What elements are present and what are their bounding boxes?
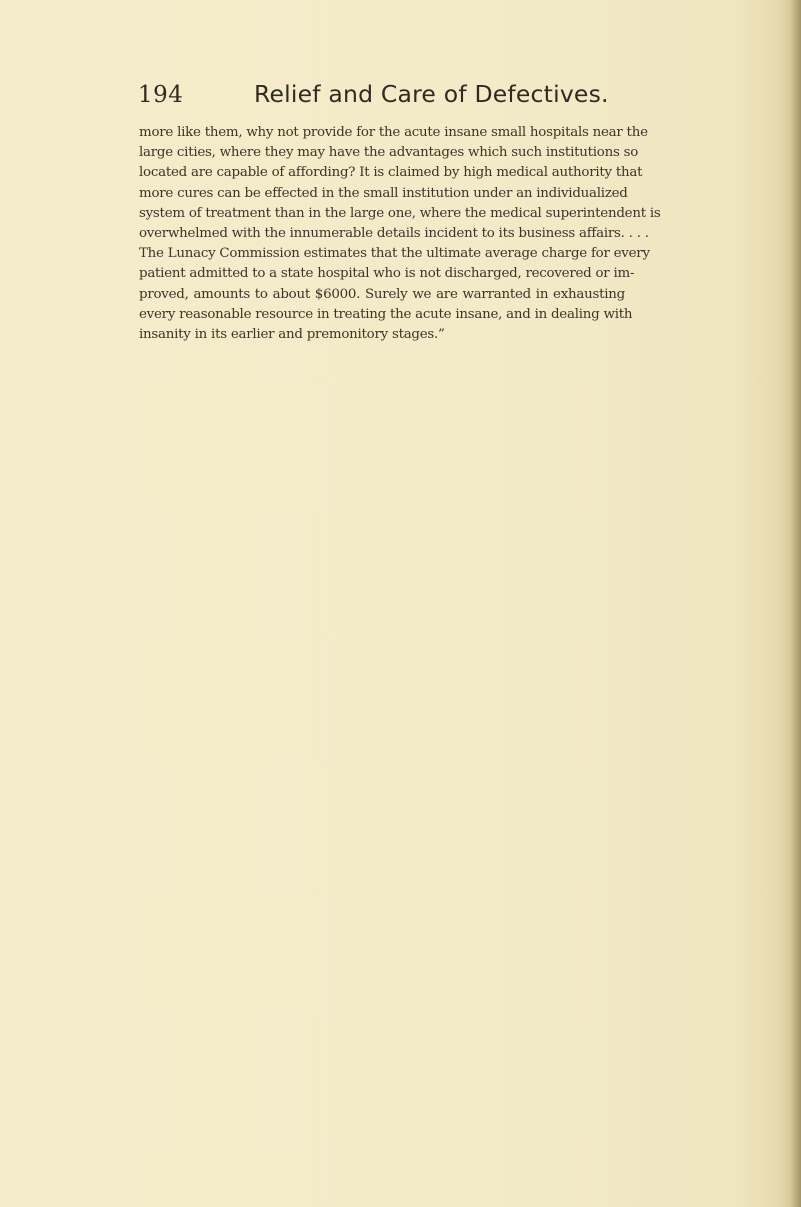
running-head — [138, 80, 618, 120]
text-line: large cities, where they may have the advantages which such institutions so — [139, 145, 639, 161]
body-paragraph — [139, 123, 661, 345]
text-line: more like them, why not provide for the acute insane small hospitals near the — [139, 125, 648, 140]
text-line: more cures can be effected in the small institution under an individualized — [139, 185, 628, 201]
page-title: Relief and Care of Defectives. — [254, 80, 609, 108]
page-edge-shadow — [789, 0, 801, 1207]
text-line: system of treatment than in the large one, where the medical superintendent is — [139, 205, 661, 221]
page-number: 194 — [138, 82, 184, 108]
text-line: located are capable of affording? It is claimed by high medical authority that — [139, 165, 643, 181]
text-line: insanity in its earlier and premonitory stages.” — [139, 327, 445, 343]
text-line: The Lunacy Commission estimates that the ultimate average charge for every — [139, 246, 650, 262]
text-line: patient admitted to a state hospital who is not discharged, recovered or im- — [139, 266, 635, 282]
text-line: overwhelmed with the innumerable details incident to its business affairs. . . . — [139, 226, 649, 242]
text-line: every reasonable resource in treating the acute insane, and in dealing with — [139, 306, 633, 322]
text-line: proved, amounts to about $6000. Surely we are warranted in exhausting — [139, 286, 625, 302]
